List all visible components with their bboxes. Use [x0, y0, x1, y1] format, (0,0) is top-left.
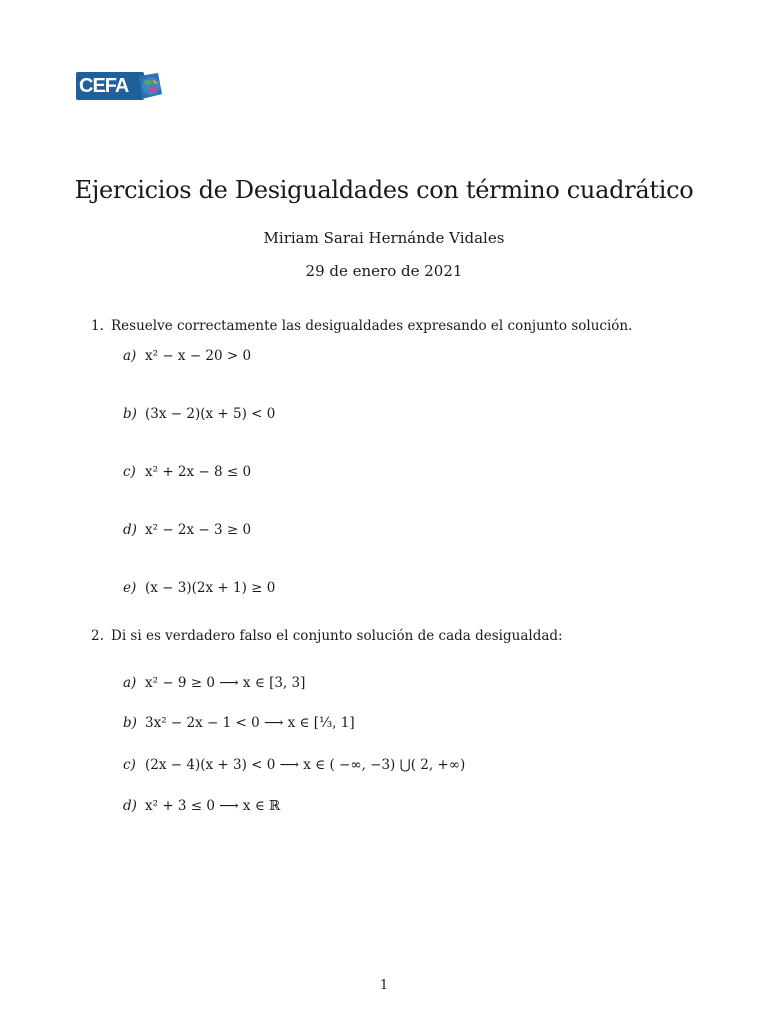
item-label: b) — [123, 715, 137, 731]
item-label: a) — [123, 348, 137, 364]
question-number: 2. — [91, 628, 104, 644]
item-expression: x² − 2x − 3 ≥ 0 — [145, 522, 252, 538]
exercise-item — [123, 348, 251, 364]
question-text: Di si es verdadero falso el conjunto solución de cada desigualdad: — [111, 628, 563, 644]
question-1 — [91, 318, 632, 334]
exercise-item — [123, 757, 465, 773]
item-expression: (x − 3)(2x + 1) ≥ 0 — [145, 580, 276, 596]
logo-box — [76, 72, 144, 100]
item-expression: x² + 3 ≤ 0 ⟶ x ∈ ℝ — [145, 798, 281, 814]
document-date: 29 de enero de 2021 — [305, 262, 463, 280]
logo-text: CEFA — [79, 75, 129, 97]
exercise-item — [123, 580, 275, 596]
item-expression: 3x² − 2x − 1 < 0 ⟶ x ∈ [⅓, 1] — [145, 715, 355, 731]
exercise-item — [123, 715, 355, 731]
globe-icon — [136, 72, 164, 100]
document-title: Ejercicios de Desigualdades con término cuadrático — [74, 176, 694, 204]
item-expression: x² − 9 ≥ 0 ⟶ x ∈ [3, 3] — [145, 675, 306, 691]
page-number: 1 — [379, 978, 389, 993]
question-text: Resuelve correctamente las desigualdades expresando el conjunto solución. — [111, 318, 633, 334]
item-label: a) — [123, 675, 137, 691]
item-label: d) — [123, 798, 137, 814]
exercise-item — [123, 464, 251, 480]
cefa-logo — [76, 72, 164, 102]
item-expression: (2x − 4)(x + 3) < 0 ⟶ x ∈ ( −∞, −3) ⋃( 2, +∞) — [145, 757, 466, 773]
item-expression: (3x − 2)(x + 5) < 0 — [145, 406, 276, 422]
question-2 — [91, 628, 563, 644]
item-label: e) — [123, 580, 137, 596]
item-expression: x² + 2x − 8 ≤ 0 — [145, 464, 252, 480]
exercise-item — [123, 522, 251, 538]
document-author: Miriam Sarai Hernánde Vidales — [263, 229, 505, 247]
exercise-item — [123, 406, 275, 422]
item-label: b) — [123, 406, 137, 422]
question-number: 1. — [91, 318, 104, 334]
exercise-item — [123, 798, 280, 814]
item-label: d) — [123, 522, 137, 538]
item-expression: x² − x − 20 > 0 — [145, 348, 252, 364]
item-label: c) — [123, 757, 136, 773]
item-label: c) — [123, 464, 136, 480]
exercise-item — [123, 675, 305, 691]
